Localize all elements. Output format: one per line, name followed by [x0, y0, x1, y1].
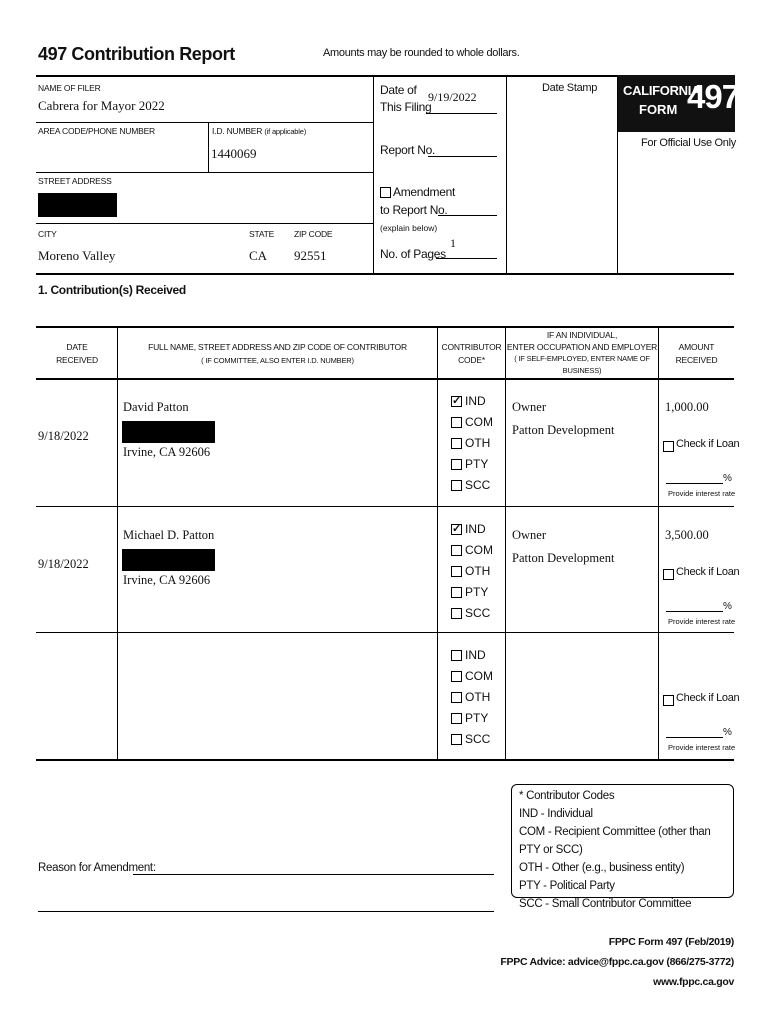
id-label-text: I.D. NUMBER — [212, 126, 263, 136]
official-use-label: For Official Use Only — [641, 137, 736, 149]
code-label-scc: SCC — [465, 478, 491, 492]
code-checkbox-com[interactable] — [451, 671, 462, 682]
code-label-pty: PTY — [465, 711, 489, 725]
amendment-reason-field[interactable] — [133, 874, 494, 875]
row-occupation: Owner — [512, 400, 547, 414]
rounding-note: Amounts may be rounded to whole dollars. — [323, 47, 520, 59]
code-label-scc: SCC — [465, 606, 491, 620]
row-contributor-city: Irvine, CA 92606 — [123, 573, 211, 587]
report-no-label: Report No. — [380, 143, 436, 157]
percent-sign: % — [723, 473, 732, 484]
footer — [500, 932, 734, 992]
zip-value: 92551 — [294, 248, 327, 263]
loan-checkbox[interactable] — [663, 569, 674, 580]
row-amount: 3,500.00 — [665, 528, 709, 542]
code-label-com: COM — [465, 415, 493, 429]
code-label-pty: PTY — [465, 457, 489, 471]
row-contributor-city: Irvine, CA 92606 — [123, 445, 211, 459]
code-label-scc: SCC — [465, 732, 491, 746]
loan-label: Check if Loan — [676, 566, 740, 578]
col-code-2: CODE* — [458, 355, 485, 365]
code-checkbox-scc[interactable] — [451, 734, 462, 745]
row-employer: Patton Development — [512, 551, 615, 565]
amendment-reason-label: Reason for Amendment: — [38, 862, 156, 874]
badge-state: CALIFORNIA — [623, 83, 701, 98]
state-value: CA — [249, 248, 268, 263]
report-no-field[interactable] — [428, 156, 497, 157]
legend-line-ind: IND - Individual — [519, 808, 593, 820]
form-title: 497 Contribution Report — [38, 44, 235, 64]
code-checkbox-scc[interactable] — [451, 608, 462, 619]
badge-number: 497 — [687, 78, 740, 115]
row-contributor-name: David Patton — [123, 400, 189, 414]
redacted-contributor-address — [122, 549, 215, 571]
loan-checkbox[interactable] — [663, 441, 674, 452]
row-date: 9/18/2022 — [38, 557, 89, 571]
code-label-oth: OTH — [465, 436, 491, 450]
filing-date-label-2: This Filing — [380, 100, 432, 114]
row-employer: Patton Development — [512, 423, 615, 437]
id-number: 1440069 — [211, 146, 257, 161]
legend-title: * Contributor Codes — [519, 790, 615, 802]
explain-label: (explain below) — [380, 223, 438, 233]
col-date-header — [36, 341, 118, 367]
code-label-ind: IND — [465, 394, 486, 408]
phone-label: AREA CODE/PHONE NUMBER — [38, 126, 155, 136]
loan-label: Check if Loan — [676, 692, 740, 704]
redacted-contributor-address — [122, 421, 215, 443]
code-checkbox-oth[interactable] — [451, 566, 462, 577]
col-occ-2: ENTER OCCUPATION AND EMPLOYER — [506, 342, 658, 352]
code-checkbox-oth[interactable] — [451, 438, 462, 449]
code-checkbox-pty[interactable] — [451, 587, 462, 598]
footer-advice: FPPC Advice: advice@fppc.ca.gov (866/275-3772) — [500, 956, 734, 968]
street-label: STREET ADDRESS — [38, 176, 112, 186]
code-label-com: COM — [465, 543, 493, 557]
pages-label: No. of Pages — [380, 247, 446, 261]
interest-rate-field[interactable] — [666, 483, 723, 484]
code-label-ind: IND — [465, 522, 486, 536]
row-date: 9/18/2022 — [38, 429, 89, 443]
code-label-pty: PTY — [465, 585, 489, 599]
filing-date: 9/19/2022 — [428, 90, 477, 104]
row-contributor-name: Michael D. Patton — [123, 528, 215, 542]
interest-rate-label: Provide interest rate — [668, 617, 736, 626]
legend-line-com: COM - Recipient Committee (other than PTY or SCC) — [519, 826, 711, 856]
amendment-label: Amendment — [393, 185, 455, 199]
code-checkbox-scc[interactable] — [451, 480, 462, 491]
col-date-1: DATE — [66, 342, 88, 352]
amendment-reason-field-2[interactable] — [38, 911, 494, 912]
state-label: STATE — [249, 229, 275, 239]
loan-label: Check if Loan — [676, 438, 740, 450]
percent-sign: % — [723, 601, 732, 612]
footer-form-version: FPPC Form 497 (Feb/2019) — [608, 936, 734, 948]
legend-line-pty: PTY - Political Party — [519, 880, 615, 892]
city-value: Moreno Valley — [38, 248, 116, 263]
col-occupation-header — [506, 329, 658, 377]
date-stamp-label: Date Stamp — [542, 82, 598, 94]
section-title: 1. Contribution(s) Received — [38, 283, 186, 297]
legend-line-oth: OTH - Other (e.g., business entity) — [519, 862, 685, 874]
col-code-1: CONTRIBUTOR — [441, 342, 502, 352]
contributor-codes-legend — [511, 784, 734, 910]
loan-checkbox[interactable] — [663, 695, 674, 706]
filer-name-label: NAME OF FILER — [38, 83, 101, 93]
interest-rate-field[interactable] — [666, 611, 723, 612]
code-label-com: COM — [465, 669, 493, 683]
code-checkbox-ind[interactable] — [451, 524, 462, 535]
interest-rate-label: Provide interest rate — [668, 743, 736, 752]
filer-name: Cabrera for Mayor 2022 — [38, 98, 165, 113]
pages-value: 1 — [450, 236, 456, 250]
col-name-2: ( IF COMMITTEE, ALSO ENTER I.D. NUMBER) — [201, 356, 354, 365]
city-label: CITY — [38, 229, 57, 239]
amendment-report-field[interactable] — [438, 215, 497, 216]
filing-date-label-1: Date of — [380, 83, 417, 97]
col-amt-2: RECEIVED — [675, 355, 718, 365]
zip-label: ZIP CODE — [294, 229, 333, 239]
filing-date-label — [380, 82, 431, 116]
badge-form: FORM — [639, 102, 678, 117]
row-amount: 1,000.00 — [665, 400, 709, 414]
footer-website: www.fppc.ca.gov — [653, 976, 734, 988]
code-checkbox-com[interactable] — [451, 545, 462, 556]
col-date-2: RECEIVED — [56, 355, 98, 365]
id-label-note: (if applicable) — [264, 127, 307, 136]
code-checkbox-com[interactable] — [451, 417, 462, 428]
amendment-checkbox[interactable] — [380, 187, 391, 198]
form-badge — [617, 75, 740, 132]
col-amt-1: AMOUNT — [678, 342, 715, 352]
legend-line-scc: SCC - Small Contributor Committee — [519, 898, 692, 910]
code-checkbox-pty[interactable] — [451, 459, 462, 470]
col-occ-1: IF AN INDIVIDUAL, — [546, 330, 618, 340]
code-label-oth: OTH — [465, 690, 491, 704]
interest-rate-label: Provide interest rate — [668, 489, 736, 498]
redacted-street-address — [38, 193, 117, 217]
percent-sign: % — [723, 727, 732, 738]
code-label-oth: OTH — [465, 564, 491, 578]
amendment-to-label: to Report No. — [380, 203, 448, 217]
col-name-header — [118, 341, 437, 367]
code-checkbox-oth[interactable] — [451, 692, 462, 703]
row-occupation: Owner — [512, 528, 547, 542]
id-number-label — [212, 126, 306, 136]
code-checkbox-ind[interactable] — [451, 650, 462, 661]
col-code-header — [438, 341, 505, 367]
code-label-ind: IND — [465, 648, 486, 662]
col-occ-3: ( IF SELF-EMPLOYED, ENTER NAME OF BUSINESS) — [514, 354, 650, 375]
col-name-1: FULL NAME, STREET ADDRESS AND ZIP CODE OF CONTRIBUTOR — [148, 342, 407, 352]
col-amount-header — [659, 341, 734, 367]
interest-rate-field[interactable] — [666, 737, 723, 738]
code-checkbox-ind[interactable] — [451, 396, 462, 407]
code-checkbox-pty[interactable] — [451, 713, 462, 724]
